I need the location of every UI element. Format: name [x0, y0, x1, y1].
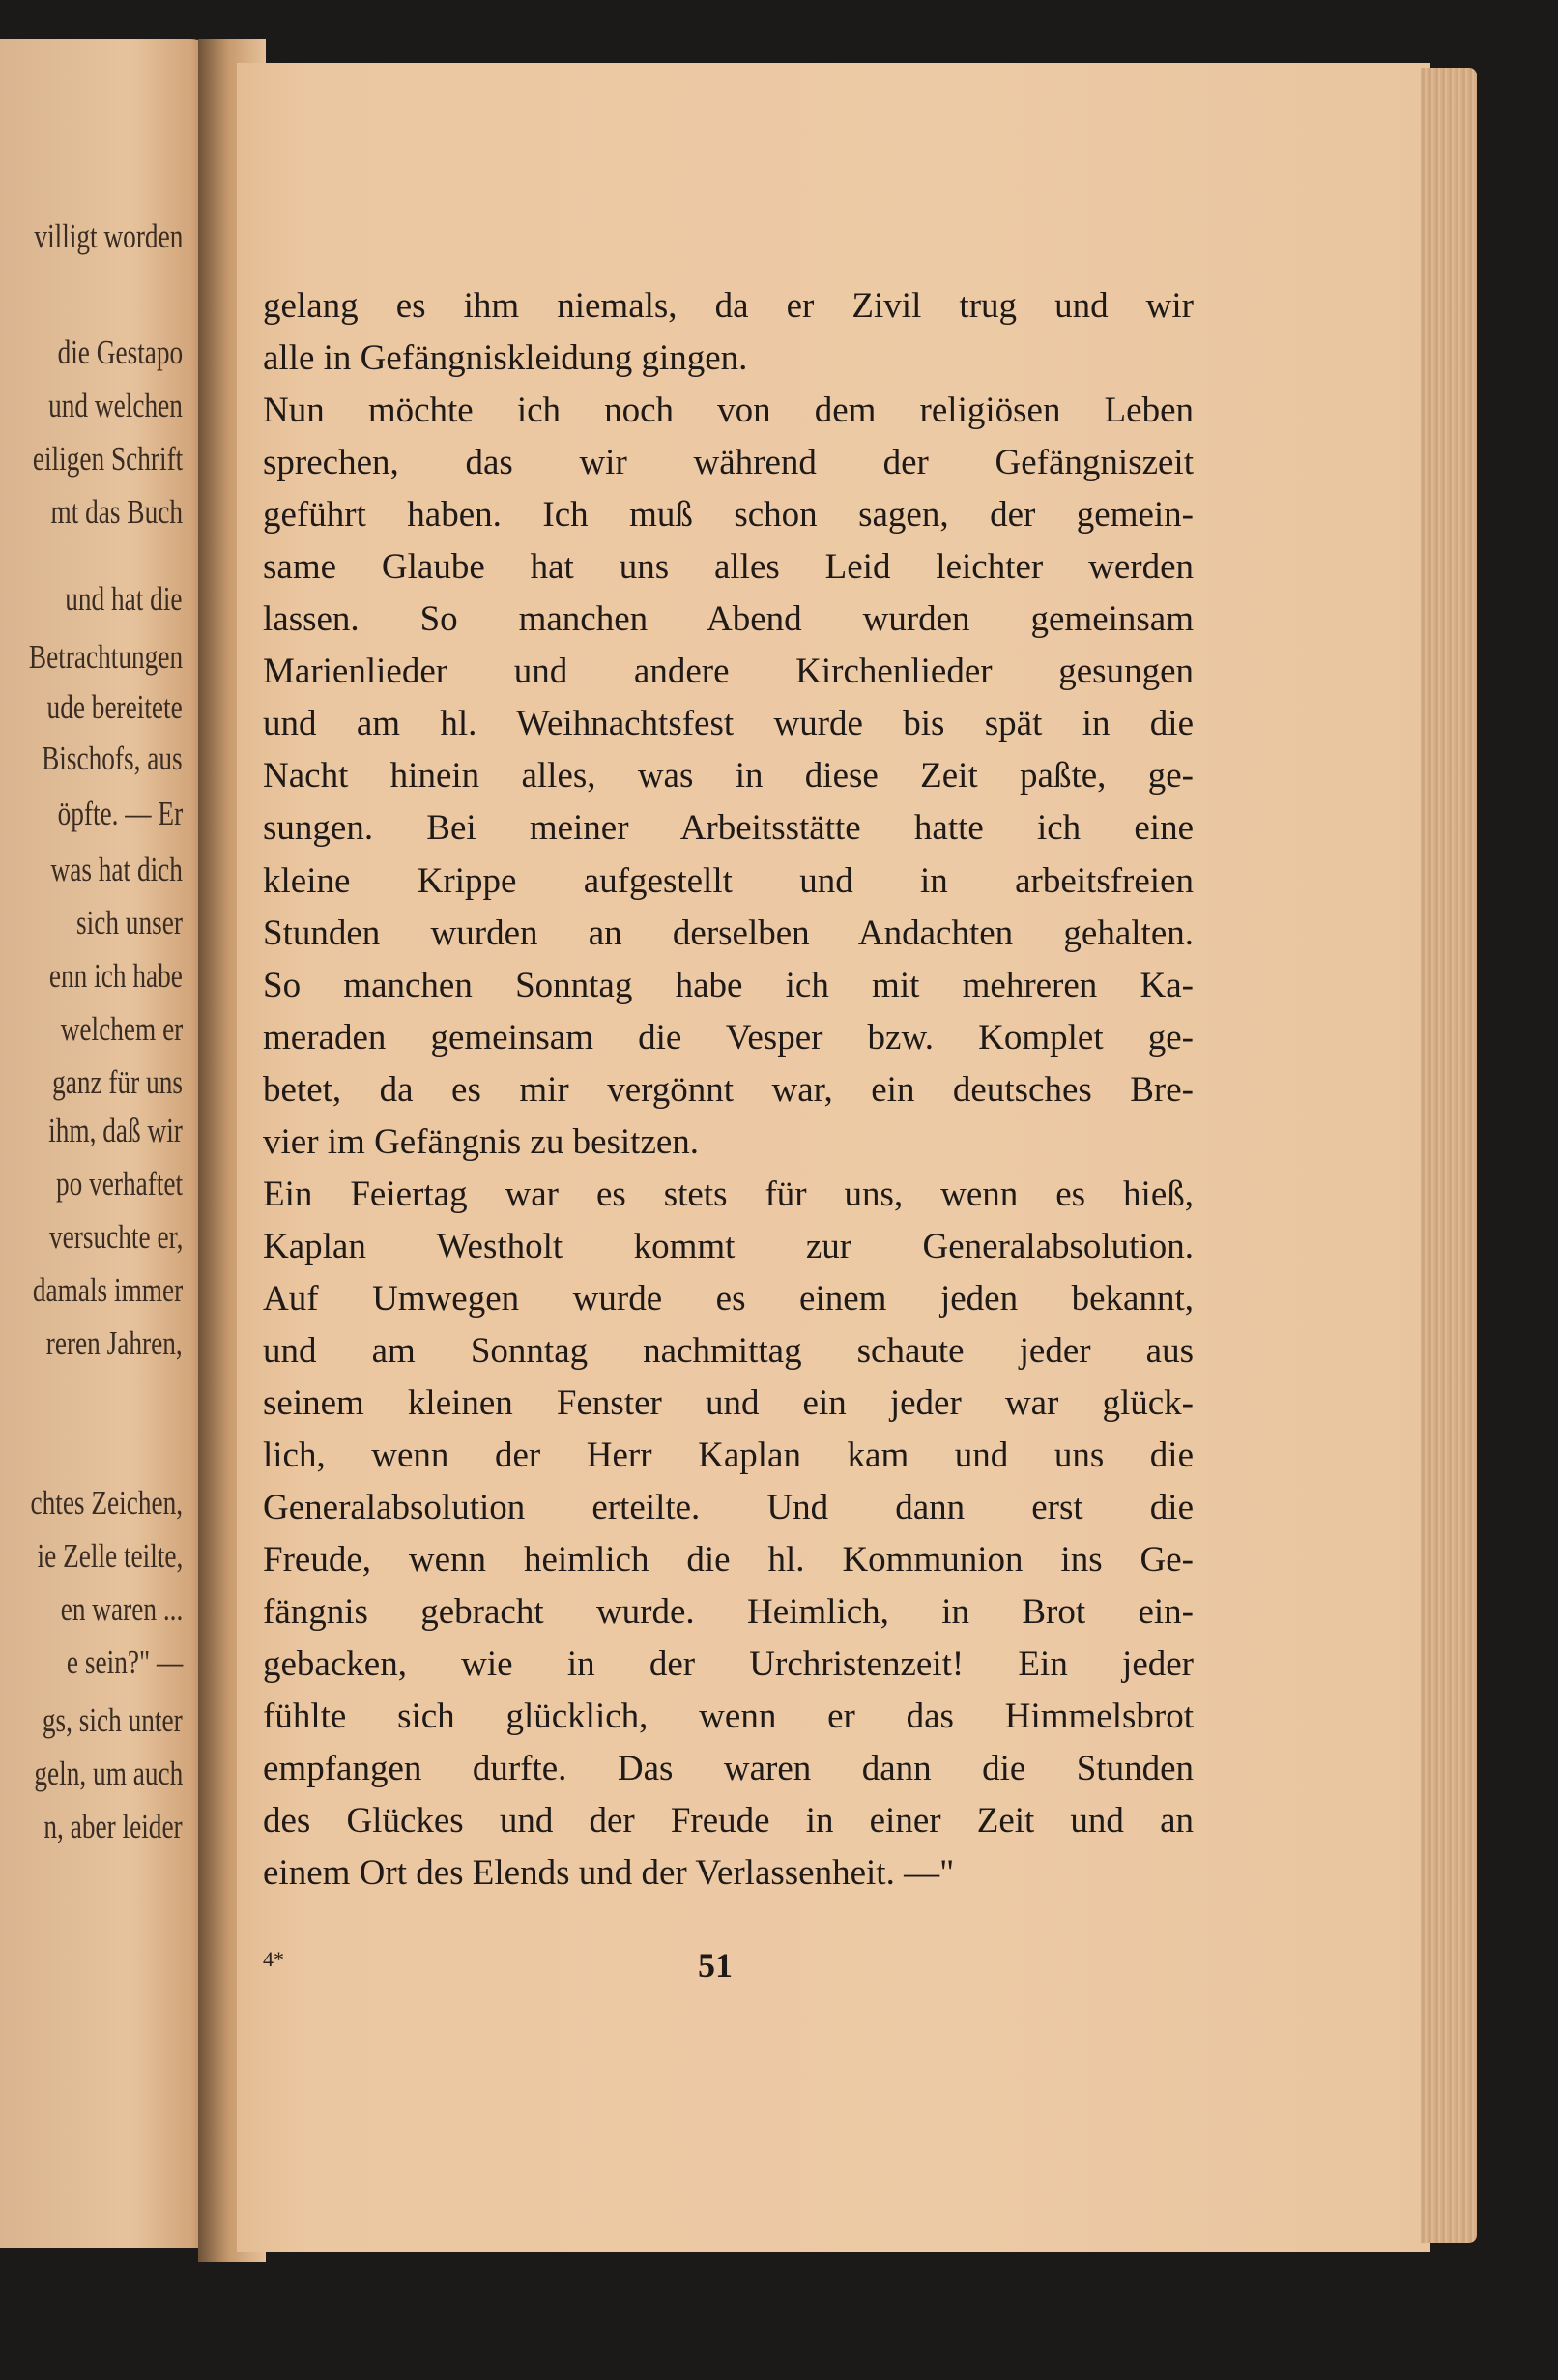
- text-line: lassen. So manchen Abend wurden gemeinsam: [263, 599, 1194, 640]
- previous-page-line: Bischofs, aus: [42, 740, 183, 777]
- text-line: des Glückes und der Freude in einer Zeit und an: [263, 1801, 1194, 1842]
- text-line: same Glaube hat uns alles Leid leichter werden: [263, 547, 1194, 588]
- previous-page-line: n, aber leider: [43, 1808, 183, 1845]
- previous-page: [0, 39, 217, 2248]
- text-line: Nacht hinein alles, was in diese Zeit paßte, ge-: [263, 756, 1194, 797]
- text-line: Ein Feiertag war es stets für uns, wenn es hieß,: [263, 1174, 1194, 1214]
- text-line: meraden gemeinsam die Vesper bzw. Komplet ge-: [263, 1017, 1194, 1058]
- text-line: gelang es ihm niemals, da er Zivil trug und wir: [263, 286, 1194, 326]
- previous-page-line: e sein?" —: [66, 1643, 183, 1681]
- text-line: und am hl. Weihnachtsfest wurde bis spät in die: [263, 704, 1194, 744]
- page-number: 51: [698, 1946, 733, 1985]
- previous-page-line: ihm, daß wir: [48, 1112, 183, 1149]
- signature-mark: 4*: [263, 1947, 284, 1971]
- page-body-text: [263, 280, 1194, 1900]
- previous-page-line: ganz für uns: [52, 1063, 183, 1101]
- previous-page-line: und welchen: [48, 387, 183, 424]
- text-line: fühlte sich glücklich, wenn er das Himmelsbrot: [263, 1697, 1194, 1737]
- previous-page-line: gs, sich unter: [43, 1701, 183, 1739]
- text-line: Kaplan Westholt kommt zur Generalabsolution.: [263, 1226, 1194, 1266]
- text-line: sprechen, das wir während der Gefängniszeit: [263, 443, 1194, 483]
- previous-page-line: die Gestapo: [57, 334, 183, 371]
- text-line: fängnis gebracht wurde. Heimlich, in Brot ein-: [263, 1592, 1194, 1633]
- text-line: sungen. Bei meiner Arbeitsstätte hatte ich eine: [263, 808, 1194, 849]
- previous-page-line: welchem er: [60, 1010, 183, 1048]
- previous-page-line: po verhaftet: [55, 1165, 183, 1203]
- text-line: kleine Krippe aufgestellt und in arbeitsfreien: [263, 860, 1194, 901]
- text-line: lich, wenn der Herr Kaplan kam und uns die: [263, 1436, 1194, 1476]
- text-line: vier im Gefängnis zu besitzen.: [263, 1121, 700, 1162]
- text-line: geführt haben. Ich muß schon sagen, der gemein-: [263, 495, 1194, 536]
- text-line: Nun möchte ich noch von dem religiösen Leben: [263, 391, 1194, 431]
- previous-page-line: mt das Buch: [50, 493, 183, 531]
- previous-page-line: en waren ...: [60, 1590, 183, 1628]
- previous-page-line: was hat dich: [50, 851, 183, 888]
- text-line: empfangen durfte. Das waren dann die Stunden: [263, 1749, 1194, 1789]
- text-line: alle in Gefängniskleidung gingen.: [263, 338, 748, 379]
- text-line: So manchen Sonntag habe ich mit mehreren Ka-: [263, 965, 1194, 1005]
- text-line: einem Ort des Elends und der Verlassenheit. —": [263, 1853, 955, 1894]
- previous-page-line: chtes Zeichen,: [30, 1484, 183, 1522]
- previous-page-line: enn ich habe: [49, 957, 183, 995]
- previous-page-line: ude bereitete: [46, 688, 183, 726]
- previous-page-line: versuchte er,: [48, 1218, 183, 1256]
- text-line: Marienlieder und andere Kirchenlieder gesungen: [263, 652, 1194, 692]
- previous-page-line: geln, um auch: [34, 1755, 183, 1792]
- previous-page-line: eiligen Schrift: [32, 440, 183, 478]
- page-edges: [1421, 68, 1477, 2243]
- text-line: gebacken, wie in der Urchristenzeit! Ein jeder: [263, 1644, 1194, 1685]
- text-line: seinem kleinen Fenster und ein jeder war glück-: [263, 1382, 1194, 1423]
- text-line: betet, da es mir vergönnt war, ein deutsches Bre-: [263, 1069, 1194, 1110]
- previous-page-line: öpfte. — Er: [57, 795, 183, 832]
- text-line: und am Sonntag nachmittag schaute jeder aus: [263, 1330, 1194, 1371]
- previous-page-line: damals immer: [32, 1271, 183, 1309]
- text-line: Auf Umwegen wurde es einem jeden bekannt,: [263, 1278, 1194, 1319]
- text-line: Freude, wenn heimlich die hl. Kommunion ins Ge-: [263, 1540, 1194, 1581]
- previous-page-line: villigt worden: [34, 218, 183, 255]
- previous-page-line: Betrachtungen: [28, 638, 183, 676]
- previous-page-line: und hat die: [65, 580, 183, 618]
- previous-page-line: sich unser: [76, 904, 183, 942]
- previous-page-line: reren Jahren,: [46, 1324, 183, 1362]
- text-line: Generalabsolution erteilte. Und dann erst die: [263, 1488, 1194, 1528]
- text-line: Stunden wurden an derselben Andachten gehalten.: [263, 913, 1194, 953]
- previous-page-line: ie Zelle teilte,: [37, 1537, 183, 1575]
